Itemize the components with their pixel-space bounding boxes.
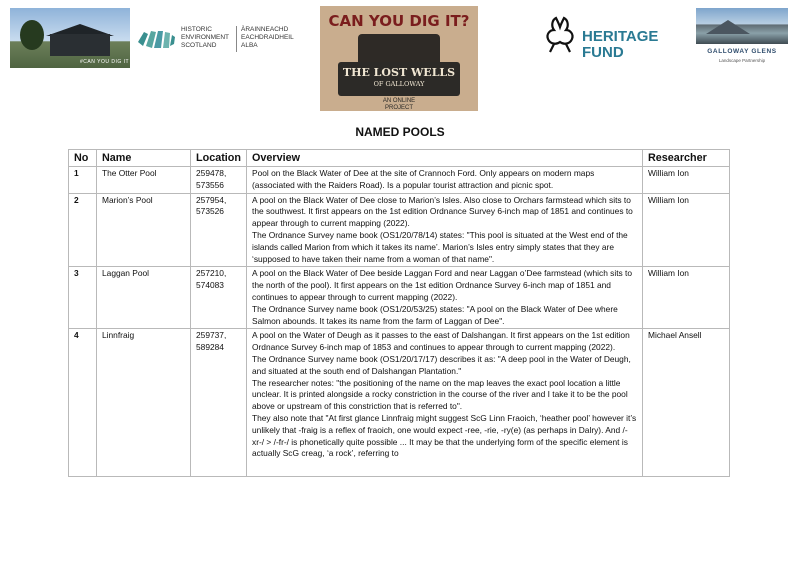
hill-graphic xyxy=(706,20,750,34)
header-no: No xyxy=(69,150,97,167)
lottery-hands-icon xyxy=(542,14,578,54)
pool-researcher: William Ion xyxy=(643,167,730,194)
hes-gaelic-name xyxy=(241,26,294,50)
row-number: 3 xyxy=(69,267,97,329)
pool-overview xyxy=(247,329,643,477)
pool-overview xyxy=(247,167,643,194)
pool-overview xyxy=(247,193,643,267)
hes-line-2: ENVIRONMENT xyxy=(181,34,230,41)
galloway-landscape-image xyxy=(696,8,788,44)
row-number: 1 xyxy=(69,167,97,194)
location-easting: 257210, xyxy=(196,268,227,279)
location-northing: 573526 xyxy=(196,206,224,217)
named-pools-table xyxy=(68,149,730,477)
hes-line-3: SCOTLAND xyxy=(181,42,217,49)
overview-paragraph: A pool on the Black Water of Dee beside Laggan Ford and near Laggan o’Dee farmstead (which sits to the north of the pool). It first appears on the 1st edition Ordnance Survey 6-inch map of 1851 and continues to appear through to current mapping (2022). xyxy=(252,268,633,302)
heritage-fund-line-1: HERITAGE xyxy=(582,28,659,45)
pool-location xyxy=(191,329,247,477)
table-row xyxy=(69,267,730,329)
row-number: 4 xyxy=(69,329,97,477)
hes-gaelic-line-1: ÀRAINNEACHD xyxy=(241,26,289,33)
location-northing: 573556 xyxy=(196,179,224,190)
overview-paragraph: Pool on the Black Water of Dee at the site of Crannoch Ford. Only appears on modern maps (associated with the Raiders Road). Is a popular tourist attraction and picnic spot. xyxy=(252,168,595,190)
hes-line-1: HISTORIC xyxy=(181,26,212,33)
pool-overview xyxy=(247,267,643,329)
banner-line-1: THE LOST WELLS xyxy=(342,66,456,79)
cottage-caption: #CAN YOU DIG IT xyxy=(80,59,130,65)
location-northing: 574083 xyxy=(196,280,224,291)
galloway-glens-subtitle: Landscape Partnership xyxy=(718,58,766,63)
cottage-graphic xyxy=(50,34,110,56)
row-number: 2 xyxy=(69,193,97,267)
table-row xyxy=(69,193,730,267)
header-location: Location xyxy=(191,150,247,167)
pool-researcher: Michael Ansell xyxy=(643,329,730,477)
header-researcher: Researcher xyxy=(643,150,730,167)
heritage-fund-line-2: FUND xyxy=(582,44,624,61)
table-header-row xyxy=(69,150,730,167)
location-northing: 589284 xyxy=(196,342,224,353)
pool-name: Laggan Pool xyxy=(97,267,191,329)
hes-english-name xyxy=(181,26,229,50)
center-logo-title: CAN YOU DIG IT? xyxy=(328,12,470,30)
overview-paragraph: The Ordnance Survey name book (OS1/20/53/25) states: "A pool on the Black Water of Dee where Salmon abounds. It takes its name from the farm of Laggan of Dee". xyxy=(252,303,618,326)
pool-researcher: William Ion xyxy=(643,267,730,329)
pool-name: Marion’s Pool xyxy=(97,193,191,267)
overview-paragraph: The Ordnance Survey name book (OS1/20/78/14) states: "This pool is situated at the West end of the islands called Marion from which it takes its name’. Marion’s Isles entry simply states that they are ‘supposed to have taken their name from a woman of that name". xyxy=(252,229,628,264)
pool-name: The Otter Pool xyxy=(97,167,191,194)
hes-gaelic-line-3: ALBA xyxy=(241,42,258,49)
overview-paragraph: A pool on the Water of Deugh as it passes to the east of Dalshangan. It first appears on the 1st edition Ordnance Survey 6-inch map of 1853 and continues to appear through to current mapping (2022). xyxy=(252,330,630,353)
header-name: Name xyxy=(97,150,191,167)
hes-mark-icon xyxy=(136,28,176,52)
page-title: NAMED POOLS xyxy=(355,125,445,139)
logo-header xyxy=(0,0,800,115)
overview-paragraph: The Ordnance Survey name book (OS1/20/17/17) describes it as: "A deep pool in the Water of Deugh, and situated at the south end of Dalshangan Plantation." xyxy=(252,353,631,376)
table-row xyxy=(69,167,730,194)
pool-location xyxy=(191,167,247,194)
overview-paragraph: A pool on the Black Water of Dee close to Marion’s Isles. Also close to Orchars farmstead which sits to the southwest. It first appears on the 1st edition Ordnance Survey 6-inch map of 1851 and continues to appear through to current mapping (2022). xyxy=(252,194,633,229)
galloway-glens-name: GALLOWAY GLENS xyxy=(707,48,777,55)
pool-name: Linnfraig xyxy=(97,329,191,477)
galloway-glens-logo xyxy=(694,8,790,70)
pool-location xyxy=(191,267,247,329)
can-you-dig-it-photo-logo xyxy=(10,8,130,68)
banner-line-2: OF GALLOWAY xyxy=(373,80,425,88)
center-logo-subtitle xyxy=(320,98,478,112)
tree-graphic xyxy=(20,20,44,50)
lost-wells-project-logo xyxy=(320,6,478,111)
hes-divider xyxy=(236,26,237,52)
pool-location xyxy=(191,193,247,267)
hes-gaelic-line-2: EACHDRAIDHEIL xyxy=(241,34,294,41)
historic-environment-scotland-logo xyxy=(136,22,294,62)
subtitle-line-1: AN ONLINE xyxy=(382,98,416,104)
location-easting: 257954, xyxy=(196,194,227,205)
overview-paragraph: They also note that "At first glance Linnfraig might suggest ScG Linn Fraoich, ‘heather pool’ however it’s unlikely that -fraig is a reflex of fraoich, one would expect -ree, -rie, -ry(e) (as perhaps in Dalry). And /-xr-/ > /-fr-/ is phonetically quite possible ... It may be that the underlying form of the specific element is actually ScG creag, ‘a rock’, referring to xyxy=(252,412,637,459)
table-row xyxy=(69,329,730,477)
heritage-fund-logo xyxy=(540,12,670,62)
location-easting: 259478, xyxy=(196,168,227,178)
overview-paragraph: The researcher notes: "the positioning of the name on the map leaves the exact pool location a little unclear. It is printed alongside a rocky constriction in the course of the river and I take it to be the pool above or upstream of this constriction that is referred to". xyxy=(252,377,628,412)
center-logo-banner xyxy=(338,62,460,96)
header-overview: Overview xyxy=(247,150,643,167)
subtitle-line-2: PROJECT xyxy=(384,105,413,111)
pool-researcher: William Ion xyxy=(643,193,730,267)
location-easting: 259737, xyxy=(196,330,227,341)
